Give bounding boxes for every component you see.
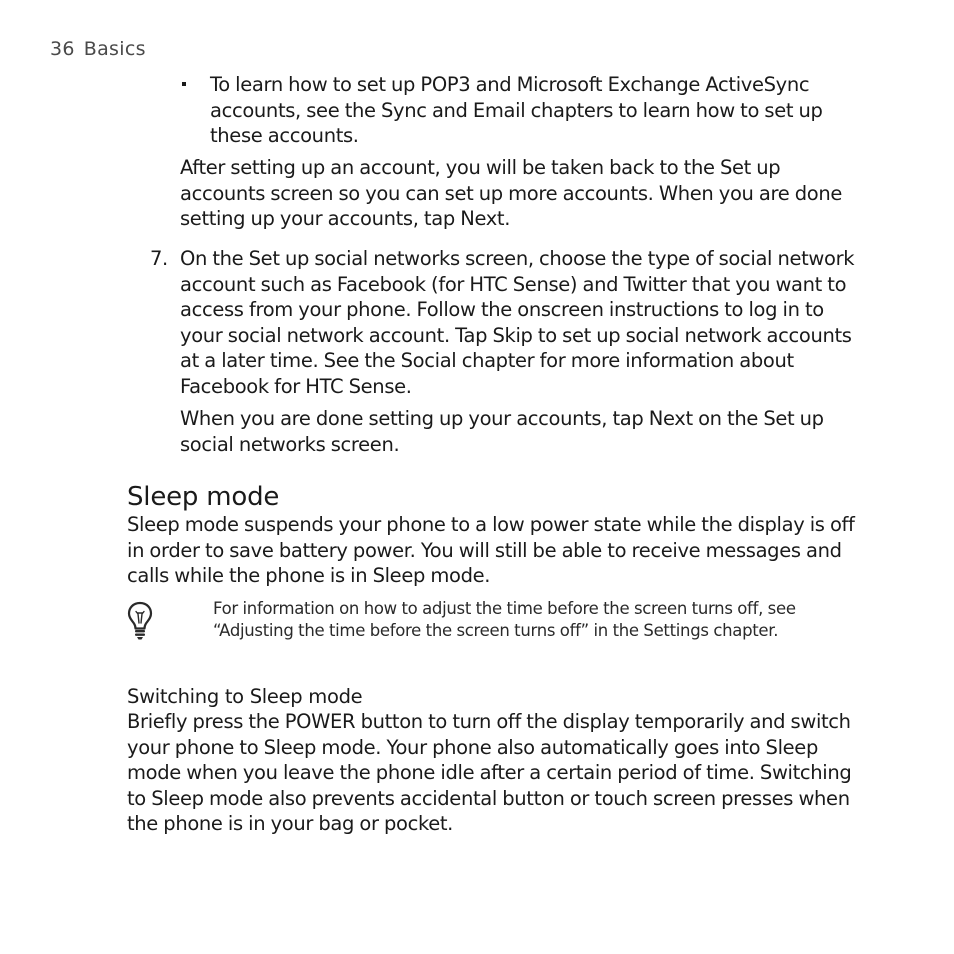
- section-heading: Sleep mode: [127, 482, 280, 512]
- step-text-start: On the Set up social networks screen, choose the type of social network account such as Facebook (for HTC Sense) and Twitter that you want to access from your phone. Follow the onscreen instructions to log in to your social network account. Tap: [180, 247, 855, 347]
- step-text-end: to set up social network accounts at a later time. See the Social chapter for more information about Facebook for HTC Sense.: [180, 323, 852, 398]
- lightbulb-icon: [126, 601, 154, 641]
- followup-text-start: When you are done setting up your accounts, tap: [180, 407, 649, 430]
- ui-term-next: Next: [460, 207, 505, 230]
- section-body: Sleep mode suspends your phone to a low power state while the display is off in order to save battery power. You will still be able to receive messages and calls while the phone is in Sleep mode.: [127, 513, 855, 587]
- tip-note: For information on how to adjust the time before the screen turns off, see “Adjusting the time before the screen turns off” in the Settings chapter.: [213, 599, 796, 640]
- step-number: 7.: [150, 247, 168, 270]
- subsection-heading: Switching to Sleep mode: [127, 685, 363, 708]
- page-number: 36: [50, 38, 75, 60]
- subsection-body: Briefly press the POWER button to turn off the display temporarily and switch your phone to Sleep mode. Your phone also automatically goes into Sleep mode when you leave the phone idle after a certain period of time. Switching to Sleep mode also prevents accidental button or touch screen presses when the phone is in your bag or pocket.: [127, 710, 852, 835]
- paragraph-after-account-setup: [180, 155, 870, 232]
- step-text: [180, 246, 855, 399]
- ui-term-next: Next: [648, 407, 693, 430]
- bullet-text: To learn how to set up POP3 and Microsoft Exchange ActiveSync accounts, see the Sync and Email chapters to learn how to set up these accounts.: [210, 73, 823, 147]
- chapter-name: Basics: [83, 38, 146, 60]
- bullet-marker: [182, 82, 186, 86]
- followup-text-end: on the Set up social networks screen.: [180, 407, 824, 456]
- paragraph-text-end: .: [504, 207, 511, 230]
- paragraph-text: After setting up an account, you will be taken back to the Set up accounts screen so you can set up more accounts. When you are done setting up your accounts, tap: [180, 156, 843, 230]
- step-7-followup: [180, 406, 870, 457]
- ui-term-skip: Skip: [492, 323, 533, 347]
- page-header: [50, 38, 146, 60]
